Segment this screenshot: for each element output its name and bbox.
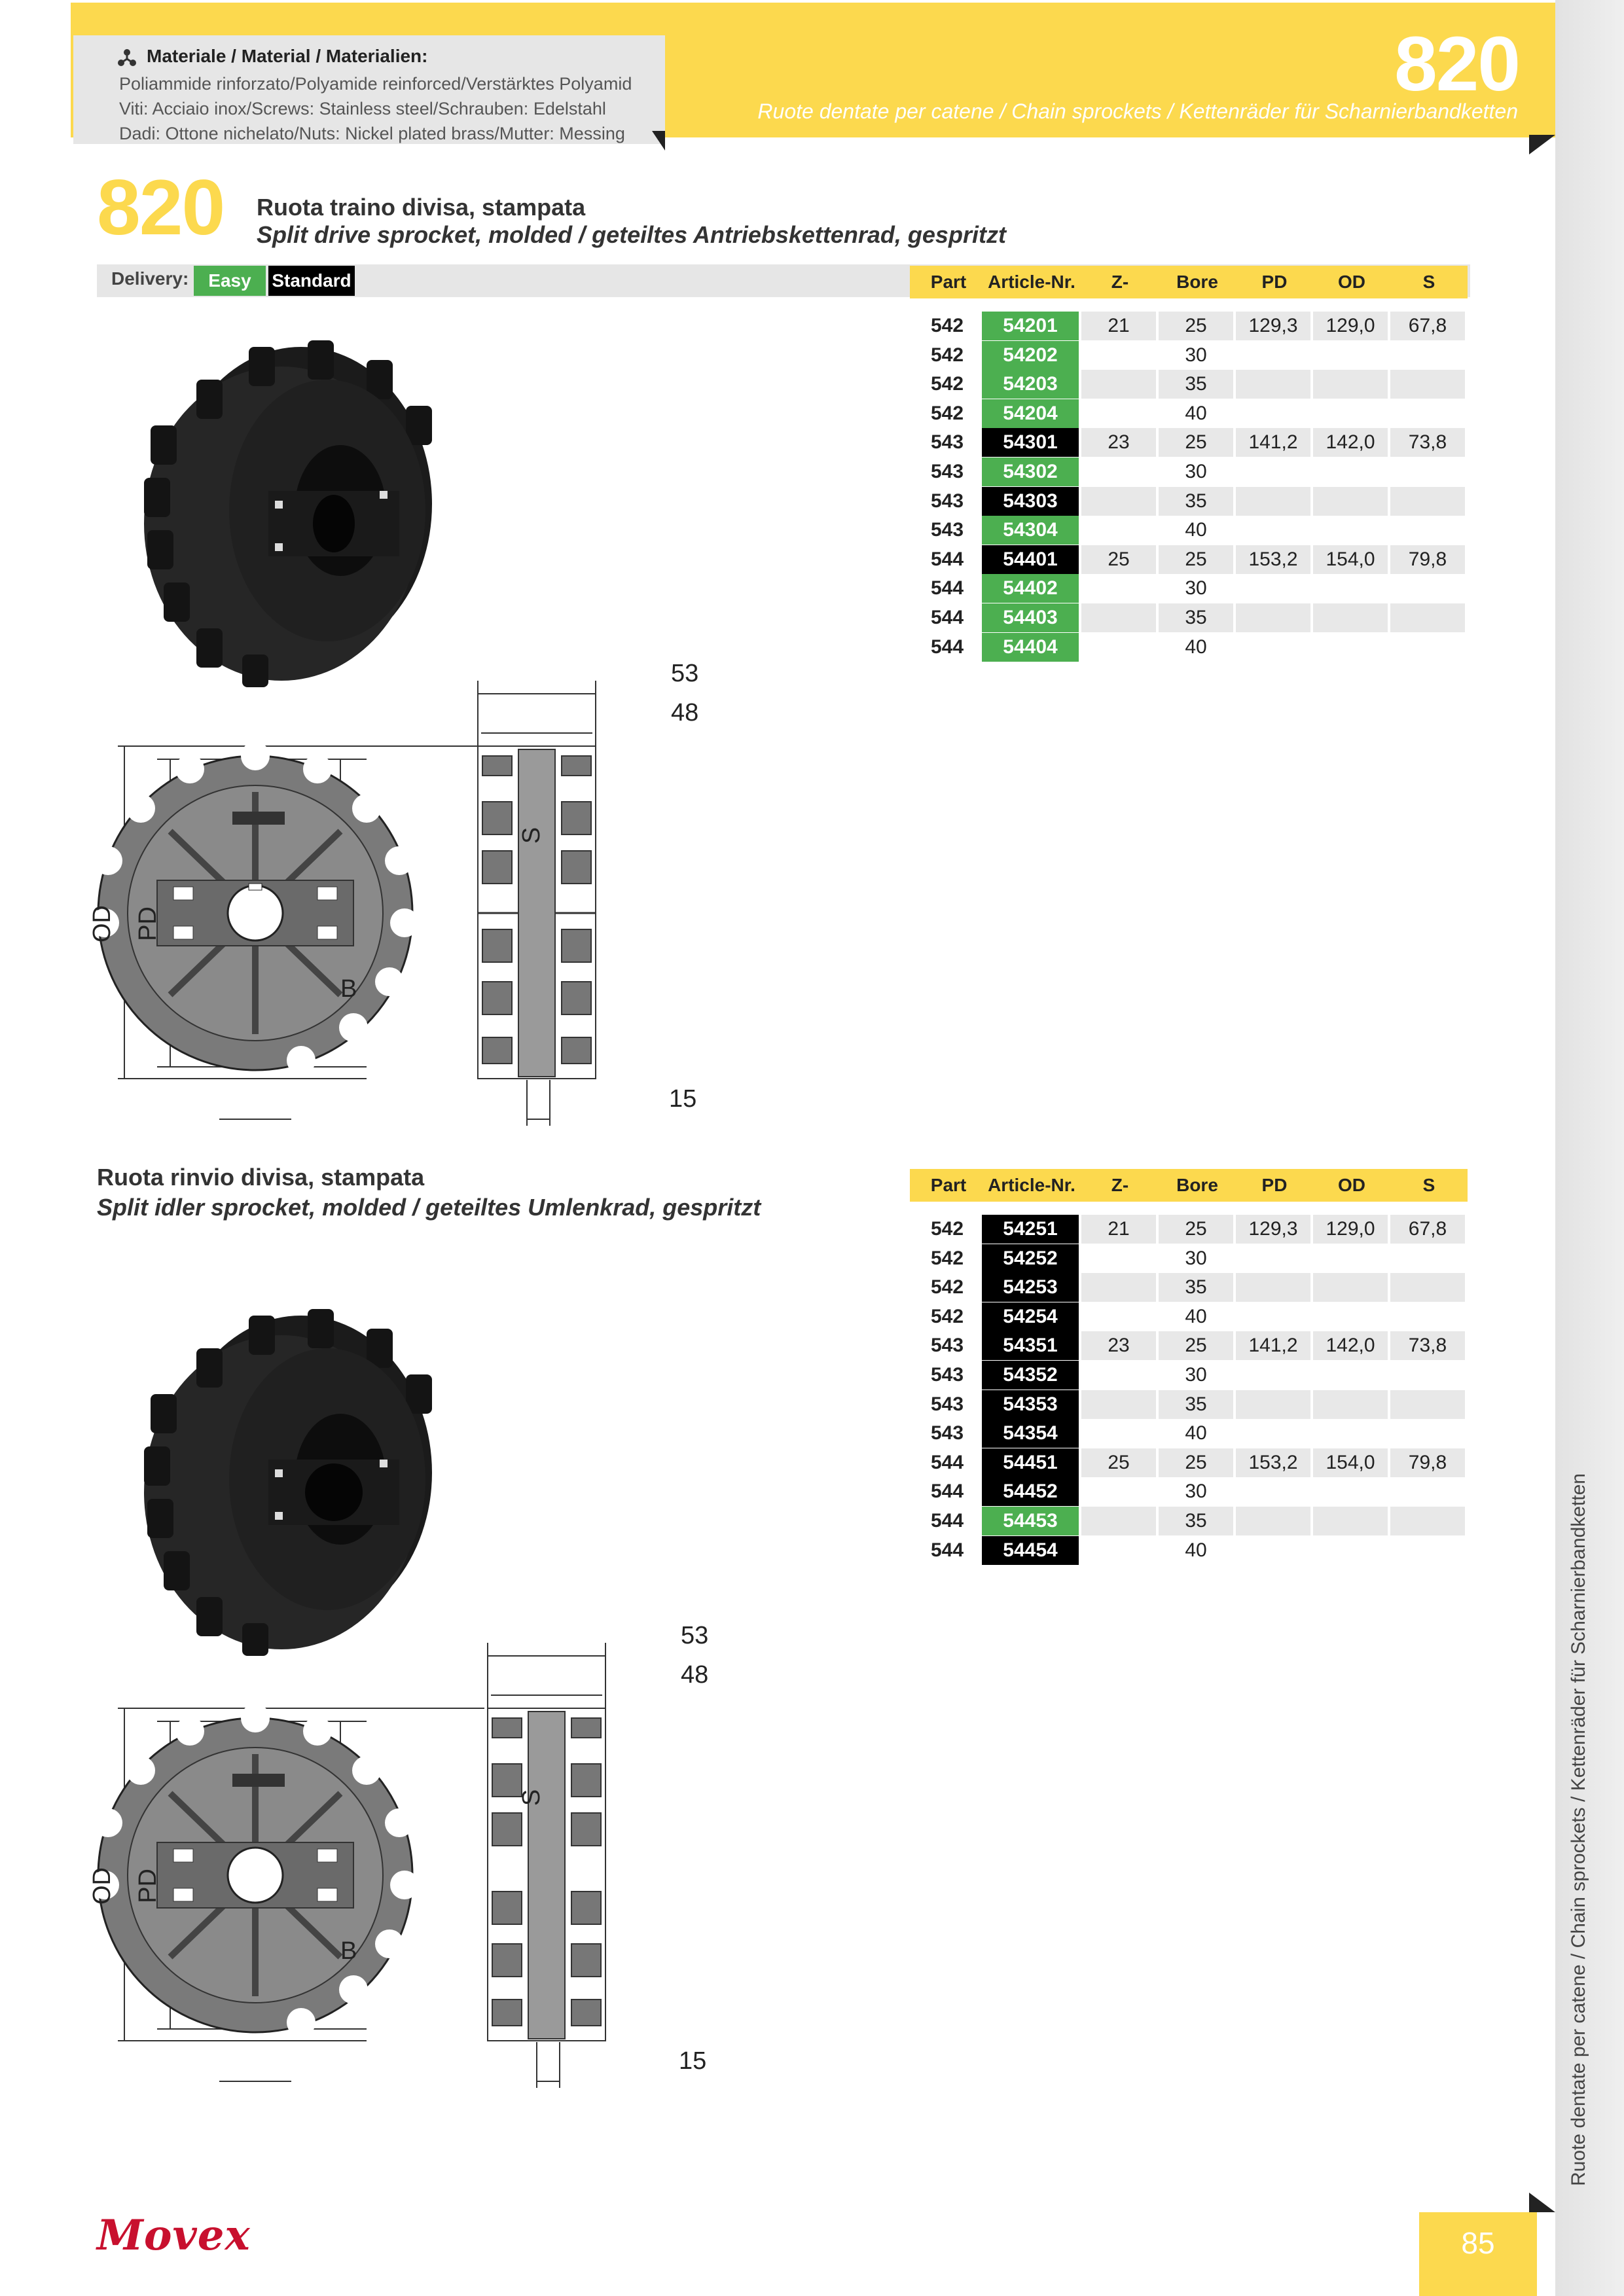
table-row [910,603,1468,632]
cell-part: 542 [930,402,964,424]
materials-line-2: Viti: Acciaio inox/Screws: Stainless steel/Schrauben: Edelstahl [119,99,606,118]
cell-od [1313,1536,1388,1565]
header-corner-triangle [1529,135,1555,154]
cell-part: 542 [930,373,964,395]
cell-z [1081,603,1156,632]
movex-logo: Movex [97,2211,251,2260]
cell-bore: 25 [1159,1331,1233,1360]
cell-pd: 141,2 [1236,428,1310,457]
standard-badge: Standard [268,266,355,296]
table-row [910,341,1468,370]
table-row [910,457,1468,486]
cell-bore: 30 [1185,1364,1207,1386]
side-label: Ruote dentate per catene / Chain sprockets / Kettenräder für Scharnierbandketten [1568,1473,1589,2186]
cell-od [1313,370,1388,399]
idler-title-en-de: Split idler sprocket, molded / geteiltes Umlenkrad, gespritzt [97,1194,761,1221]
cell-part: 544 [930,577,964,600]
cell-s [1390,516,1465,545]
cell-s [1390,487,1465,516]
drive-sprocket-photo [124,327,465,694]
article-number: 54203 [982,370,1079,399]
table-row [910,1331,1468,1360]
cell-z [1081,457,1156,486]
cell-od [1313,487,1388,516]
table-row [910,370,1468,399]
cell-z [1081,633,1156,662]
article-number: 54204 [982,399,1079,428]
table-header [910,266,1468,298]
cell-z [1081,574,1156,603]
cell-s [1390,1536,1465,1565]
table-row [910,516,1468,545]
table-row [910,1390,1468,1419]
cell-z: 21 [1081,1215,1156,1244]
easy-badge: Easy [194,266,266,296]
cell-bore: 25 [1159,428,1233,457]
article-number: 54451 [982,1448,1079,1477]
table-row [910,1244,1468,1273]
column-header: OD [1338,1175,1365,1195]
cell-od [1313,1302,1388,1331]
cell-od [1313,1419,1388,1448]
cell-pd [1236,1273,1310,1302]
article-number: 54403 [982,603,1079,632]
cell-pd [1236,1477,1310,1506]
article-number: 54354 [982,1419,1079,1448]
article-number: 54301 [982,428,1079,457]
cell-od [1313,1361,1388,1390]
drive-sprocket-drawing [92,661,746,1132]
idler-sprocket-drawing [92,1623,746,2094]
cell-od [1313,516,1388,545]
cell-part: 544 [930,1451,964,1473]
cell-s [1390,399,1465,428]
cell-s [1390,1507,1465,1535]
column-header: Bore [1176,1175,1218,1195]
table-row [910,312,1468,340]
label-pd: PD [134,906,162,941]
article-number: 54351 [982,1331,1079,1360]
cell-bore: 40 [1185,1422,1207,1444]
cell-bore: 30 [1185,344,1207,366]
article-number: 54353 [982,1390,1079,1419]
cell-od [1313,574,1388,603]
cell-part: 544 [930,1510,964,1532]
label-od-2: OD [88,1867,116,1905]
drive-title-en-de: Split drive sprocket, molded / geteiltes Antriebskettenrad, gespritzt [257,221,1006,248]
label-width-inner: 48 [671,699,699,726]
cell-part: 543 [930,431,964,454]
cell-od [1313,1244,1388,1273]
cell-bore: 30 [1185,577,1207,600]
cell-z: 23 [1081,428,1156,457]
cell-s: 79,8 [1390,545,1465,574]
label-b: B [340,975,357,1003]
table-row [910,633,1468,662]
cell-z [1081,399,1156,428]
cell-part: 544 [930,1539,964,1561]
cell-pd: 153,2 [1236,1448,1310,1477]
cell-z [1081,516,1156,545]
cell-od [1313,1507,1388,1535]
label-b-2: B [340,1937,357,1965]
cell-s: 79,8 [1390,1448,1465,1477]
cell-pd [1236,1244,1310,1273]
cell-s [1390,457,1465,486]
cell-bore: 40 [1185,1305,1207,1327]
table-row [910,574,1468,603]
cell-part: 542 [930,315,964,336]
table-row [910,1273,1468,1302]
column-header: Article-Nr. [988,1175,1075,1195]
article-number: 54252 [982,1244,1079,1273]
cell-bore: 25 [1159,312,1233,340]
cell-part: 543 [930,519,964,541]
cell-pd [1236,603,1310,632]
materials-title: Materiale / Material / Materialien: [147,46,428,66]
cell-part: 543 [930,1422,964,1444]
article-number: 54304 [982,516,1079,545]
cell-pd [1236,487,1310,516]
cell-bore: 35 [1159,1273,1233,1302]
cell-od [1313,603,1388,632]
side-view-teeth [492,1712,601,2039]
cell-s [1390,1244,1465,1273]
cell-bore: 30 [1185,1480,1207,1503]
cell-z [1081,1536,1156,1565]
label-s: S [518,827,546,844]
cell-pd: 129,3 [1236,312,1310,340]
cell-bore: 35 [1159,1390,1233,1419]
article-number: 54201 [982,312,1079,340]
article-number: 54202 [982,341,1079,370]
cell-part: 542 [930,1305,964,1327]
cell-s [1390,341,1465,370]
cell-bore: 40 [1185,1539,1207,1561]
cell-s [1390,574,1465,603]
page-number: 85 [1461,2226,1495,2260]
table-row [910,428,1468,457]
column-header: Part [930,272,967,292]
cell-od [1313,1390,1388,1419]
article-number: 54254 [982,1302,1079,1331]
label-od: OD [88,905,116,942]
cell-z [1081,1302,1156,1331]
column-header: S [1422,272,1435,292]
cell-s [1390,1302,1465,1331]
cell-od [1313,399,1388,428]
cell-od: 129,0 [1313,312,1388,340]
drive-title-it: Ruota traino divisa, stampata [257,194,586,221]
cell-z [1081,341,1156,370]
label-pd-2: PD [134,1869,162,1903]
cell-z [1081,370,1156,399]
article-number: 54453 [982,1507,1079,1535]
cell-od: 154,0 [1313,545,1388,574]
table-row [910,1507,1468,1535]
cell-part: 543 [930,1335,964,1357]
cell-s [1390,603,1465,632]
cell-pd: 129,3 [1236,1215,1310,1244]
label-hub-width-2: 15 [679,2047,707,2075]
cell-pd [1236,457,1310,486]
table-row [910,1536,1468,1565]
cell-bore: 35 [1159,603,1233,632]
column-header: Z- [1111,1175,1129,1195]
cell-bore: 35 [1159,1507,1233,1535]
cell-pd [1236,1419,1310,1448]
cell-bore: 40 [1185,519,1207,541]
cell-z: 21 [1081,312,1156,340]
cell-pd [1236,516,1310,545]
cell-part: 544 [930,636,964,658]
column-header: PD [1261,272,1288,292]
cell-s [1390,1273,1465,1302]
cell-od: 142,0 [1313,428,1388,457]
article-number: 54253 [982,1273,1079,1302]
cell-s: 73,8 [1390,428,1465,457]
cell-part: 543 [930,490,964,512]
materials-line-1: Poliammide rinforzato/Polyamide reinforced/Verstärktes Polyamid [119,74,632,94]
cell-bore: 25 [1159,1448,1233,1477]
cell-bore: 30 [1185,461,1207,482]
idler-sprocket-photo [124,1296,465,1662]
idler-title-it: Ruota rinvio divisa, stampata [97,1164,425,1191]
article-number: 54404 [982,633,1079,662]
sprocket-photo-graphic [144,340,432,687]
table-row [910,1361,1468,1390]
cell-part: 543 [930,1364,964,1386]
table-row [910,1215,1468,1244]
cell-s [1390,1390,1465,1419]
materials-icon [117,47,137,68]
label-hub-width: 15 [669,1085,697,1113]
column-header: S [1422,1175,1435,1195]
cell-part: 544 [930,607,964,628]
cell-bore: 35 [1159,487,1233,516]
cell-pd [1236,399,1310,428]
cell-pd [1236,1507,1310,1535]
cell-pd [1236,1361,1310,1390]
column-header: OD [1338,272,1365,292]
article-number: 54454 [982,1536,1079,1565]
sprocket-photo-graphic [144,1309,432,1656]
table-row [910,399,1468,428]
cell-pd [1236,633,1310,662]
cell-s [1390,1477,1465,1506]
cell-pd [1236,1302,1310,1331]
cell-od: 129,0 [1313,1215,1388,1244]
article-number: 54402 [982,574,1079,603]
article-number: 54303 [982,487,1079,516]
label-width-outer: 53 [671,660,699,687]
cell-od: 142,0 [1313,1331,1388,1360]
cell-pd [1236,370,1310,399]
label-width-outer-2: 53 [681,1622,709,1649]
cell-bore: 40 [1185,402,1207,424]
cell-z [1081,1244,1156,1273]
materials-box [73,35,665,144]
cell-bore: 35 [1159,370,1233,399]
cell-z [1081,1361,1156,1390]
table-row [910,545,1468,574]
cell-z: 25 [1081,1448,1156,1477]
cell-z [1081,487,1156,516]
table-row [910,1419,1468,1448]
article-number: 54302 [982,457,1079,486]
cell-s [1390,370,1465,399]
cell-bore: 40 [1185,636,1207,658]
cell-pd: 141,2 [1236,1331,1310,1360]
table-row [910,1477,1468,1506]
cell-pd: 153,2 [1236,545,1310,574]
cell-part: 542 [930,1218,964,1240]
cell-z [1081,1477,1156,1506]
cell-part: 542 [930,1276,964,1299]
footer-corner-triangle [1529,2193,1555,2212]
article-number: 54251 [982,1215,1079,1244]
cell-part: 544 [930,1480,964,1503]
cell-s [1390,1361,1465,1390]
delivery-label: Delivery: [111,268,189,289]
cell-part: 543 [930,1393,964,1415]
column-header: Part [930,1175,967,1195]
cell-od [1313,341,1388,370]
cell-bore: 25 [1159,545,1233,574]
cell-s: 67,8 [1390,1215,1465,1244]
cell-od [1313,1273,1388,1302]
table-row [910,487,1468,516]
label-width-inner-2: 48 [681,1661,709,1689]
column-header: Z- [1111,272,1129,292]
cell-pd [1236,574,1310,603]
cell-z [1081,1390,1156,1419]
cell-s [1390,1419,1465,1448]
cell-part: 542 [930,1247,964,1269]
article-number: 54401 [982,545,1079,574]
table-header [910,1169,1468,1202]
table-row [910,1448,1468,1477]
cell-part: 542 [930,344,964,366]
cell-z: 25 [1081,545,1156,574]
cell-od [1313,457,1388,486]
cell-pd [1236,341,1310,370]
page-code: 820 [1394,21,1519,107]
cell-od [1313,633,1388,662]
cell-bore: 30 [1185,1247,1207,1269]
column-header: Article-Nr. [988,272,1075,292]
cell-pd [1236,1390,1310,1419]
page-subtitle: Ruote dentate per catene / Chain sprockets / Kettenräder für Scharnierbandketten [757,99,1518,123]
article-number: 54452 [982,1477,1079,1506]
cell-od: 154,0 [1313,1448,1388,1477]
article-number: 54352 [982,1361,1079,1390]
column-header: Bore [1176,272,1218,292]
cell-od [1313,1477,1388,1506]
section-code: 820 [97,164,225,251]
cell-part: 543 [930,461,964,482]
cell-s: 73,8 [1390,1331,1465,1360]
cell-s: 67,8 [1390,312,1465,340]
cell-z: 23 [1081,1331,1156,1360]
cell-z [1081,1273,1156,1302]
cell-part: 544 [930,548,964,570]
table-row [910,1302,1468,1331]
cell-z [1081,1507,1156,1535]
cell-z [1081,1419,1156,1448]
cell-pd [1236,1536,1310,1565]
column-header: PD [1261,1175,1288,1195]
label-s-2: S [518,1789,546,1806]
cell-s [1390,633,1465,662]
materials-line-3: Dadi: Ottone nichelato/Nuts: Nickel plated brass/Mutter: Messing [119,124,625,143]
corner-triangle [652,131,665,151]
cell-bore: 25 [1159,1215,1233,1244]
